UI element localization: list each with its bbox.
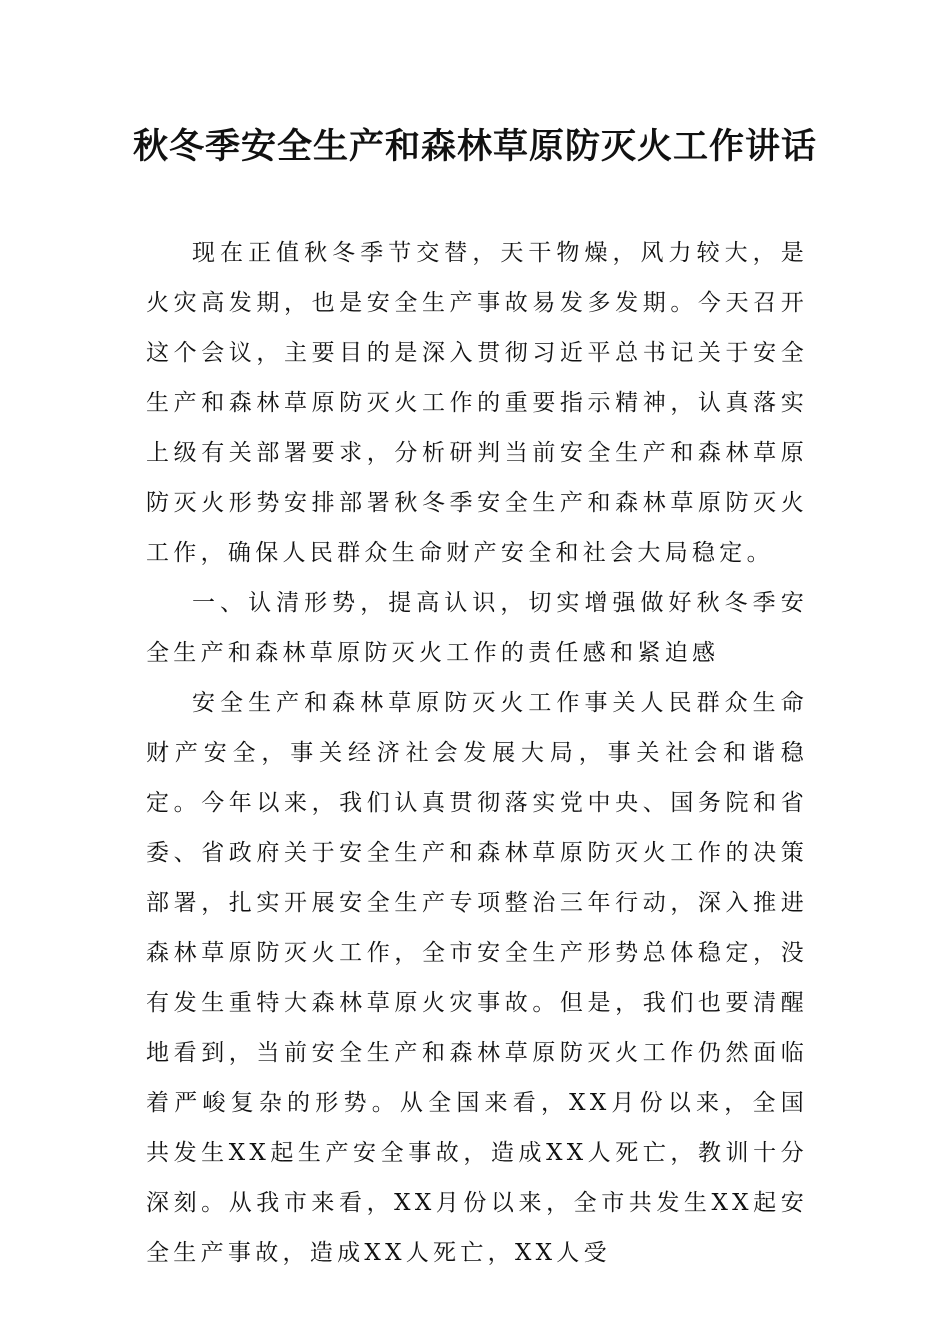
section-heading-1: 一、认清形势，提高认识，切实增强做好秋冬季安全生产和森林草原防灭火工作的责任感和紧迫感 — [146, 590, 808, 666]
document-body — [146, 228, 808, 1278]
intro-paragraph: 现在正值秋冬季节交替，天干物燥，风力较大，是火灾高发期，也是安全生产事故易发多发期。今天召开这个会议，主要目的是深入贯彻习近平总书记关于安全生产和森林草原防灭火工作的重要指示精神，认真落实上级有关部署要求，分析研判当前安全生产和森林草原防灭火形势安排部署秋冬季安全生产和森林草原防灭火工作，确保人民群众生命财产安全和社会大局稳定。 — [146, 240, 808, 566]
document-title: 秋冬季安全生产和森林草原防灭火工作讲话 — [132, 126, 817, 167]
section-1-paragraph: 安全生产和森林草原防灭火工作事关人民群众生命财产安全，事关经济社会发展大局，事关社会和谐稳定。今年以来，我们认真贯彻落实党中央、国务院和省委、省政府关于安全生产和森林草原防灭火工作的决策部署，扎实开展安全生产专项整治三年行动，深入推进森林草原防灭火工作，全市安全生产形势总体稳定，没有发生重特大森林草原火灾事故。但是，我们也要清醒地看到，当前安全生产和森林草原防灭火工作仍然面临着严峻复杂的形势。从全国来看，XX月份以来，全国共发生XX起生产安全事故，造成XX人死亡，教训十分深刻。从我市来看，XX月份以来，全市共发生XX起安全生产事故，造成XX人死亡，XX人受 — [146, 690, 808, 1266]
